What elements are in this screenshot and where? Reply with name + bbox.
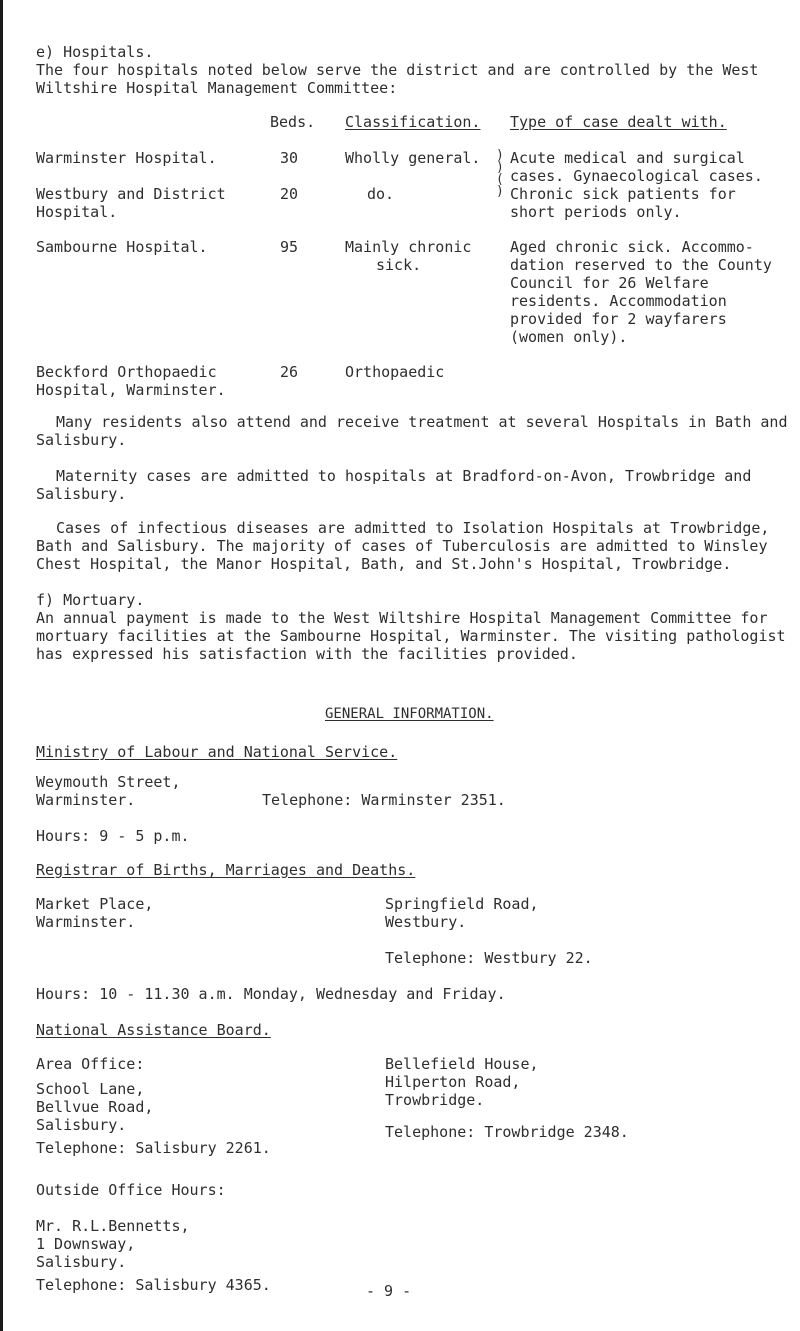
case-type-line: cases. Gynaecological cases. [510, 167, 763, 185]
mortuary-line: An annual payment is made to the West Wiltshire Hospital Management Committee for [36, 609, 768, 627]
column-header-classification: Classification. [345, 113, 481, 131]
hospitals-intro-line-1: The four hospitals noted below serve the district and are controlled by the West [36, 61, 759, 79]
paragraph-maternity: Maternity cases are admitted to hospitals at Bradford-on-Avon, Trowbridge and [56, 467, 752, 485]
hospital-name-cont: Hospital. [36, 203, 118, 221]
nab-right-line: Hilperton Road, [385, 1073, 521, 1091]
section-heading-hospitals: e) Hospitals. [36, 43, 154, 61]
nab-area-telephone: Telephone: Salisbury 2261. [36, 1139, 271, 1157]
paragraph-maternity-cont: Salisbury. [36, 485, 127, 503]
labour-telephone: Telephone: Warminster 2351. [262, 791, 506, 809]
registrar-hours: Hours: 10 - 11.30 a.m. Monday, Wednesday and Friday. [36, 985, 506, 1003]
hospital-classification: Orthopaedic [345, 363, 445, 381]
registrar-telephone: Telephone: Westbury 22. [385, 949, 593, 967]
hospital-beds: 20 [280, 185, 299, 203]
nab-area-label: Area Office: [36, 1055, 145, 1073]
hospital-name: Westbury and District [36, 185, 226, 203]
brace-mark: ) ) ( ) [496, 148, 504, 199]
case-type-line: short periods only. [510, 203, 682, 221]
paragraph-infectious-cont: Bath and Salisbury. The majority of cases of Tuberculosis are admitted to Winsley [36, 537, 768, 555]
section-heading-registrar: Registrar of Births, Marriages and Deaths. [36, 861, 416, 879]
nab-area-line: Salisbury. [36, 1116, 127, 1134]
case-type-line: Chronic sick patients for [510, 185, 736, 203]
scan-edge-mark [0, 0, 3, 1331]
case-type-line: residents. Accommodation [510, 292, 727, 310]
section-heading-nab: National Assistance Board. [36, 1021, 271, 1039]
labour-address-line: Weymouth Street, [36, 773, 181, 791]
nab-right-line: Bellefield House, [385, 1055, 539, 1073]
section-heading-labour: Ministry of Labour and National Service. [36, 743, 398, 761]
nab-area-line: Bellvue Road, [36, 1098, 154, 1116]
registrar-address-left: Market Place, [36, 895, 154, 913]
paragraph-residents: Many residents also attend and receive treatment at several Hospitals in Bath and [56, 413, 788, 431]
case-type-line: provided for 2 wayfarers [510, 310, 727, 328]
registrar-address-right: Westbury. [385, 913, 467, 931]
paragraph-infectious: Cases of infectious diseases are admitted to Isolation Hospitals at Trowbridge, [56, 519, 770, 537]
nab-outside-line: Mr. R.L.Bennetts, [36, 1217, 190, 1235]
hospital-beds: 30 [280, 149, 299, 167]
hospital-beds: 95 [280, 238, 299, 256]
nab-area-line: School Lane, [36, 1080, 145, 1098]
case-type-line: Acute medical and surgical [510, 149, 745, 167]
registrar-address-left: Warminster. [36, 913, 136, 931]
hospitals-intro-line-2: Wiltshire Hospital Management Committee: [36, 79, 398, 97]
case-type-line: Aged chronic sick. Accommo- [510, 238, 754, 256]
case-type-line: dation reserved to the County [510, 256, 772, 274]
hospital-name: Warminster Hospital. [36, 149, 217, 167]
labour-hours: Hours: 9 - 5 p.m. [36, 827, 190, 845]
nab-outside-line: 1 Downsway, [36, 1235, 136, 1253]
paragraph-residents-cont: Salisbury. [36, 431, 127, 449]
hospital-beds: 26 [280, 363, 299, 381]
general-information-title: GENERAL INFORMATION. [325, 706, 494, 722]
registrar-address-right: Springfield Road, [385, 895, 539, 913]
section-heading-mortuary: f) Mortuary. [36, 591, 145, 609]
hospital-classification: do. [367, 185, 395, 203]
mortuary-line: has expressed his satisfaction with the facilities provided. [36, 645, 578, 663]
nab-outside-line: Salisbury. [36, 1253, 127, 1271]
case-type-line: (women only). [510, 328, 628, 346]
hospital-classification-cont: sick. [376, 256, 422, 274]
hospital-classification: Mainly chronic [345, 238, 472, 256]
labour-address-line: Warminster. [36, 791, 136, 809]
nab-right-line: Trowbridge. [385, 1091, 485, 1109]
paragraph-infectious-cont: Chest Hospital, the Manor Hospital, Bath, and St.John's Hospital, Trowbridge. [36, 555, 732, 573]
mortuary-line: mortuary facilities at the Sambourne Hospital, Warminster. The visiting pathologist [36, 627, 786, 645]
hospital-classification: Wholly general. [345, 149, 481, 167]
column-header-type: Type of case dealt with. [510, 113, 727, 131]
case-type-line: Council for 26 Welfare [510, 274, 709, 292]
page-number: - 9 - [366, 1282, 412, 1300]
hospital-name-cont: Hospital, Warminster. [36, 381, 226, 399]
nab-outside-telephone: Telephone: Salisbury 4365. [36, 1276, 271, 1294]
nab-right-telephone: Telephone: Trowbridge 2348. [385, 1123, 629, 1141]
column-header-beds: Beds. [270, 113, 316, 131]
hospital-name: Beckford Orthopaedic [36, 363, 217, 381]
hospital-name: Sambourne Hospital. [36, 238, 208, 256]
nab-outside-hours-label: Outside Office Hours: [36, 1181, 226, 1199]
